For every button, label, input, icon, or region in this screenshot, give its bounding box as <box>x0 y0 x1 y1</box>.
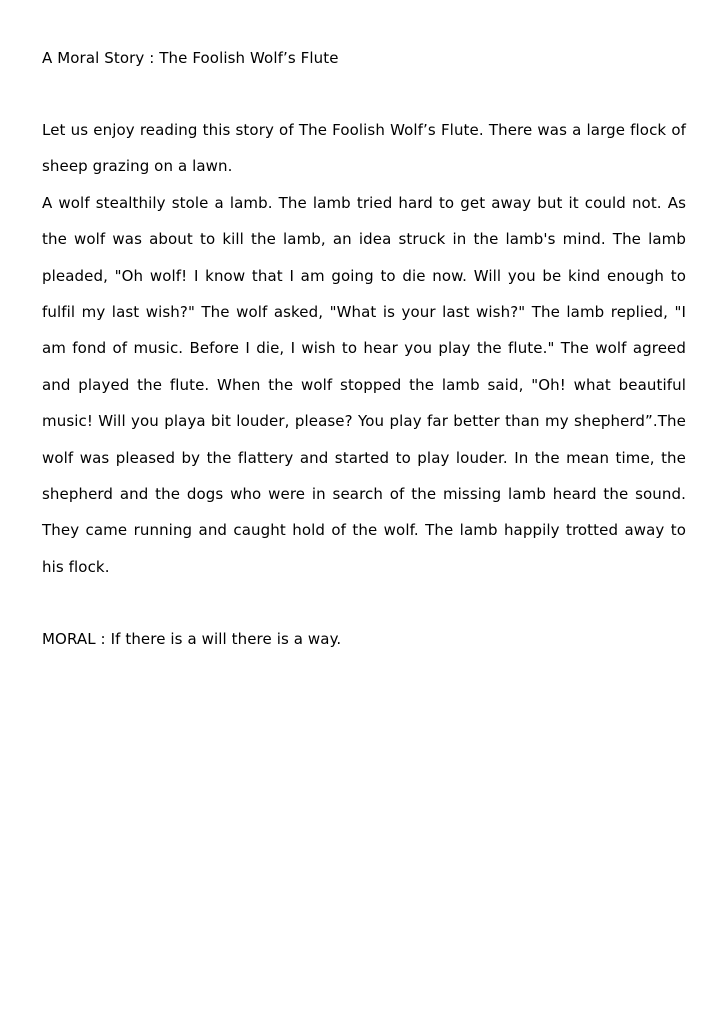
story-paragraph-main: A wolf stealthily stole a lamb. The lamb tried hard to get away but it could not. As the wolf was about to kill the lamb, an idea struck in the lamb's mind. The lamb pleaded, "Oh wolf! I know that I am going to die now. Will you be kind enough to fulfil my last wish?" The wolf asked, "What is your last wish?" The lamb replied, "I am fond of music. Before I die, I wish to hear you play the flute." The wolf agreed and played the flute. When the wolf stopped the lamb said, "Oh! what beautiful music! Will you playa bit louder, please? You play far better than my shepherd”.The wolf was pleased by the flattery and started to play louder. In the mean time, the shepherd and the dogs who were in search of the missing lamb heard the sound. They came running and caught hold of the wolf. The lamb happily trotted away to his flock. <box>42 193 686 576</box>
story-body <box>42 112 686 585</box>
moral-line: MORAL : If there is a will there is a way. <box>42 630 342 649</box>
story-title: A Moral Story : The Foolish Wolf’s Flute <box>42 49 339 67</box>
story-paragraph-intro: Let us enjoy reading this story of The Foolish Wolf’s Flute. There was a large flock of sheep grazing on a lawn. <box>42 121 686 176</box>
document-page <box>42 40 686 657</box>
